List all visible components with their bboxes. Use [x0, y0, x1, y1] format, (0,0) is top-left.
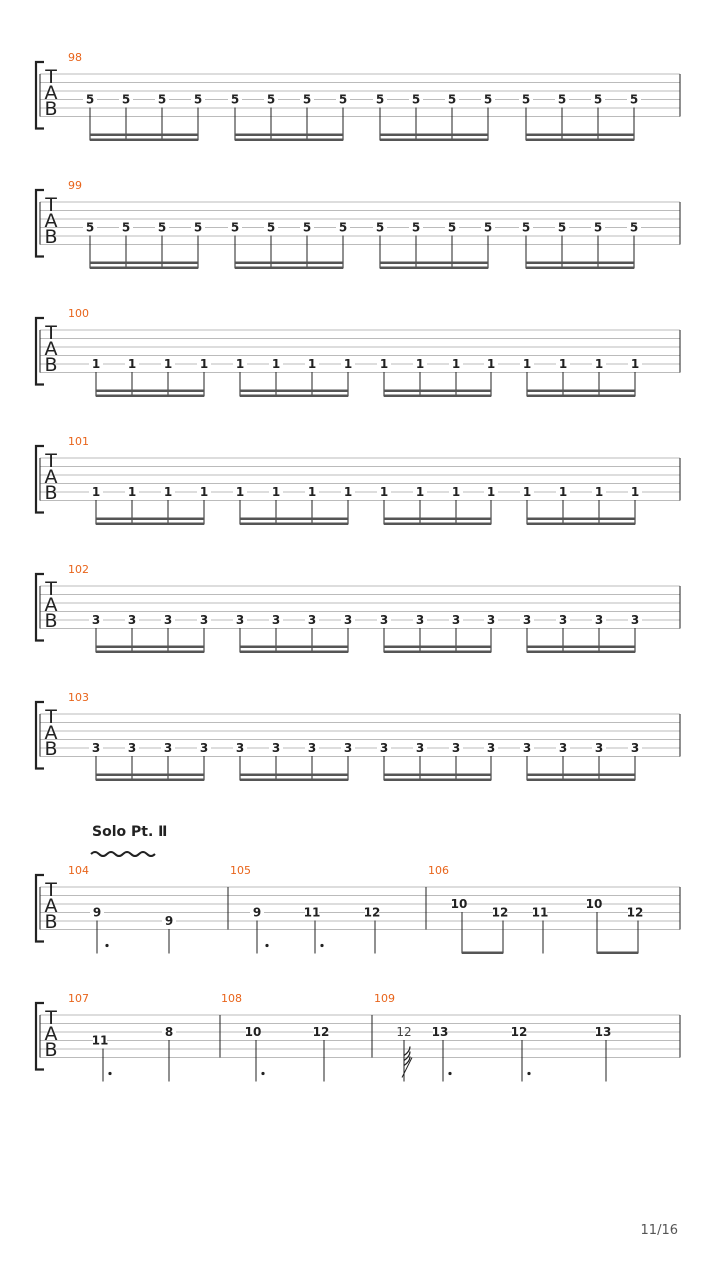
measure-number: 103: [68, 691, 89, 704]
beam: [240, 390, 348, 393]
fret-number: 10: [450, 897, 468, 911]
beam: [90, 267, 198, 270]
tab-clef-letter: B: [44, 354, 58, 376]
rhythm-dot: [265, 944, 268, 947]
fret-number: 1: [558, 357, 568, 371]
tab-clef-letter: A: [44, 82, 58, 104]
fret-number: 1: [451, 485, 461, 499]
fret-number: 1: [594, 357, 604, 371]
beam: [527, 651, 635, 654]
measure-number: 99: [68, 179, 82, 192]
fret-number: 3: [379, 613, 389, 627]
fret-number: 5: [121, 92, 131, 107]
vibrato-icon: [91, 852, 155, 856]
fret-number: 3: [127, 741, 137, 755]
fret-number: 1: [379, 357, 389, 371]
beam: [90, 134, 198, 137]
beam: [96, 646, 204, 649]
tab-clef-letter: A: [44, 594, 58, 616]
fret-number: 5: [447, 92, 457, 107]
rhythm-dot: [105, 944, 108, 947]
fret-number: 1: [486, 485, 496, 499]
section-label: Solo Pt. Ⅱ: [92, 824, 168, 840]
fret-number: 3: [307, 741, 317, 755]
beam: [384, 646, 491, 649]
measure-number: 107: [68, 992, 89, 1005]
fret-number: 11: [531, 905, 549, 920]
measure-number: 100: [68, 307, 89, 320]
fret-number: 1: [91, 485, 101, 499]
fret-number: 5: [85, 92, 95, 107]
beam: [527, 779, 635, 782]
beam: [96, 779, 204, 782]
fret-number: 1: [307, 485, 317, 499]
fret-number: 1: [486, 357, 496, 371]
fret-number: 9: [252, 905, 262, 920]
beam: [235, 139, 343, 142]
tab-clef-letter: A: [44, 722, 58, 744]
beam: [90, 139, 198, 142]
fret-number: 3: [235, 741, 245, 755]
fret-number: 1: [343, 357, 353, 371]
tab-clef-letter: B: [44, 98, 58, 120]
fret-number: 10: [244, 1025, 262, 1039]
measure-number: 98: [68, 51, 82, 64]
tab-clef-letter: A: [44, 1023, 58, 1045]
beam: [240, 774, 348, 777]
fret-number: 5: [483, 220, 493, 235]
fret-number: 5: [121, 220, 131, 235]
fret-number: 3: [451, 613, 461, 627]
tab-clef-letter: B: [44, 226, 58, 248]
fret-number: 3: [307, 613, 317, 627]
beam: [96, 390, 204, 393]
fret-number: 1: [630, 485, 640, 499]
measure-number: 105: [230, 864, 251, 877]
beam: [384, 390, 491, 393]
fret-number: 5: [629, 92, 639, 107]
beam: [380, 262, 488, 265]
fret-number: 1: [271, 485, 281, 499]
beam: [235, 267, 343, 270]
beam: [240, 646, 348, 649]
beam: [240, 779, 348, 782]
fret-number: 3: [271, 741, 281, 755]
rhythm-dot: [320, 944, 323, 947]
fret-number: 5: [193, 220, 203, 235]
fret-number: 1: [415, 485, 425, 499]
fret-number: 3: [451, 741, 461, 755]
beam: [384, 779, 491, 782]
fret-number: 5: [557, 92, 567, 107]
beam: [527, 395, 635, 398]
beam: [240, 523, 348, 526]
beam: [384, 523, 491, 526]
tab-clef-letter: T: [45, 879, 57, 901]
rhythm-dot: [448, 1072, 451, 1075]
beam: [384, 518, 491, 521]
fret-number: 5: [193, 92, 203, 107]
fret-number: 5: [266, 220, 276, 235]
fret-number: 3: [271, 613, 281, 627]
tab-clef-letter: T: [45, 706, 57, 728]
fret-number: 5: [302, 220, 312, 235]
beam: [384, 774, 491, 777]
tab-clef-letter: T: [45, 322, 57, 344]
tab-clef-letter: A: [44, 210, 58, 232]
fret-number: 3: [522, 613, 532, 627]
fret-number: 3: [594, 741, 604, 755]
tab-clef-letter: B: [44, 911, 58, 933]
measure-number: 102: [68, 563, 89, 576]
beam: [235, 262, 343, 265]
beam: [96, 774, 204, 777]
fret-number: 1: [415, 357, 425, 371]
tab-clef-letter: T: [45, 194, 57, 216]
fret-number: 10: [585, 897, 603, 911]
beam: [527, 518, 635, 521]
beam: [240, 395, 348, 398]
grace-fret-number: 12: [396, 1025, 412, 1039]
tab-clef-letter: B: [44, 482, 58, 504]
fret-number: 5: [521, 220, 531, 235]
fret-number: 1: [199, 485, 209, 499]
beam: [380, 134, 488, 137]
tab-clef-letter: A: [44, 895, 58, 917]
fret-number: 11: [303, 905, 321, 920]
fret-number: 5: [157, 92, 167, 107]
fret-number: 1: [127, 485, 137, 499]
fret-number: 1: [630, 357, 640, 371]
tab-clef-letter: T: [45, 66, 57, 88]
fret-number: 1: [379, 485, 389, 499]
fret-number: 5: [411, 92, 421, 107]
beam: [526, 267, 634, 270]
fret-number: 1: [522, 485, 532, 499]
beam: [96, 395, 204, 398]
fret-number: 9: [92, 905, 102, 920]
fret-number: 3: [127, 613, 137, 627]
fret-number: 3: [630, 741, 640, 755]
fret-number: 13: [431, 1025, 449, 1039]
fret-number: 5: [447, 220, 457, 235]
beam: [526, 262, 634, 265]
fret-number: 3: [91, 613, 101, 627]
fret-number: 5: [338, 92, 348, 107]
fret-number: 5: [266, 92, 276, 107]
beam: [597, 952, 638, 955]
fret-number: 3: [486, 613, 496, 627]
tab-clef-letter: B: [44, 610, 58, 632]
fret-number: 3: [163, 613, 173, 627]
fret-number: 1: [594, 485, 604, 499]
fret-number: 5: [629, 220, 639, 235]
beam: [96, 523, 204, 526]
measure-number: 108: [221, 992, 242, 1005]
beam: [527, 646, 635, 649]
fret-number: 3: [594, 613, 604, 627]
fret-number: 1: [235, 485, 245, 499]
fret-number: 5: [593, 220, 603, 235]
fret-number: 5: [338, 220, 348, 235]
fret-number: 5: [375, 220, 385, 235]
fret-number: 3: [379, 741, 389, 755]
fret-number: 1: [91, 357, 101, 371]
fret-number: 1: [127, 357, 137, 371]
beam: [380, 267, 488, 270]
fret-number: 5: [302, 92, 312, 107]
fret-number: 3: [163, 741, 173, 755]
beam: [526, 134, 634, 137]
rhythm-dot: [261, 1072, 264, 1075]
beam: [384, 395, 491, 398]
fret-number: 3: [486, 741, 496, 755]
fret-number: 5: [230, 220, 240, 235]
fret-number: 5: [230, 92, 240, 107]
fret-number: 5: [557, 220, 567, 235]
fret-number: 12: [312, 1025, 330, 1039]
measure-number: 101: [68, 435, 89, 448]
beam: [235, 134, 343, 137]
fret-number: 12: [491, 905, 509, 920]
tab-clef-letter: B: [44, 1039, 58, 1061]
fret-number: 12: [510, 1025, 528, 1039]
beam: [527, 390, 635, 393]
fret-number: 1: [451, 357, 461, 371]
fret-number: 1: [558, 485, 568, 499]
page-number: 11/16: [640, 1223, 678, 1238]
fret-number: 3: [415, 613, 425, 627]
beam: [527, 774, 635, 777]
measure-number: 109: [374, 992, 395, 1005]
fret-number: 3: [415, 741, 425, 755]
fret-number: 12: [626, 905, 644, 920]
fret-number: 3: [199, 613, 209, 627]
tab-clef-letter: B: [44, 738, 58, 760]
tab-clef-letter: T: [45, 578, 57, 600]
fret-number: 3: [558, 613, 568, 627]
fret-number: 1: [307, 357, 317, 371]
fret-number: 5: [521, 92, 531, 107]
fret-number: 3: [630, 613, 640, 627]
fret-number: 1: [235, 357, 245, 371]
fret-number: 3: [343, 741, 353, 755]
fret-number: 3: [522, 741, 532, 755]
fret-number: 1: [163, 357, 173, 371]
beam: [380, 139, 488, 142]
fret-number: 13: [594, 1025, 612, 1039]
fret-number: 5: [85, 220, 95, 235]
measure-number: 106: [428, 864, 449, 877]
rhythm-dot: [527, 1072, 530, 1075]
fret-number: 1: [163, 485, 173, 499]
fret-number: 5: [483, 92, 493, 107]
fret-number: 12: [363, 905, 381, 920]
beam: [96, 518, 204, 521]
tab-clef-letter: A: [44, 338, 58, 360]
measure-number: 104: [68, 864, 89, 877]
fret-number: 5: [411, 220, 421, 235]
fret-number: 3: [558, 741, 568, 755]
fret-number: 1: [199, 357, 209, 371]
beam: [462, 952, 503, 955]
beam: [240, 518, 348, 521]
fret-number: 1: [271, 357, 281, 371]
tab-clef-letter: T: [45, 1007, 57, 1029]
beam: [527, 523, 635, 526]
fret-number: 11: [91, 1033, 109, 1048]
fret-number: 5: [375, 92, 385, 107]
beam: [526, 139, 634, 142]
rhythm-dot: [108, 1072, 111, 1075]
fret-number: 3: [343, 613, 353, 627]
tab-clef-letter: T: [45, 450, 57, 472]
beam: [240, 651, 348, 654]
tab-clef-letter: A: [44, 466, 58, 488]
fret-number: 9: [164, 914, 174, 928]
fret-number: 5: [157, 220, 167, 235]
fret-number: 3: [199, 741, 209, 755]
fret-number: 5: [593, 92, 603, 107]
fret-number: 8: [164, 1025, 174, 1039]
beam: [384, 651, 491, 654]
fret-number: 1: [343, 485, 353, 499]
fret-number: 3: [91, 741, 101, 755]
fret-number: 1: [522, 357, 532, 371]
fret-number: 3: [235, 613, 245, 627]
beam: [90, 262, 198, 265]
beam: [96, 651, 204, 654]
